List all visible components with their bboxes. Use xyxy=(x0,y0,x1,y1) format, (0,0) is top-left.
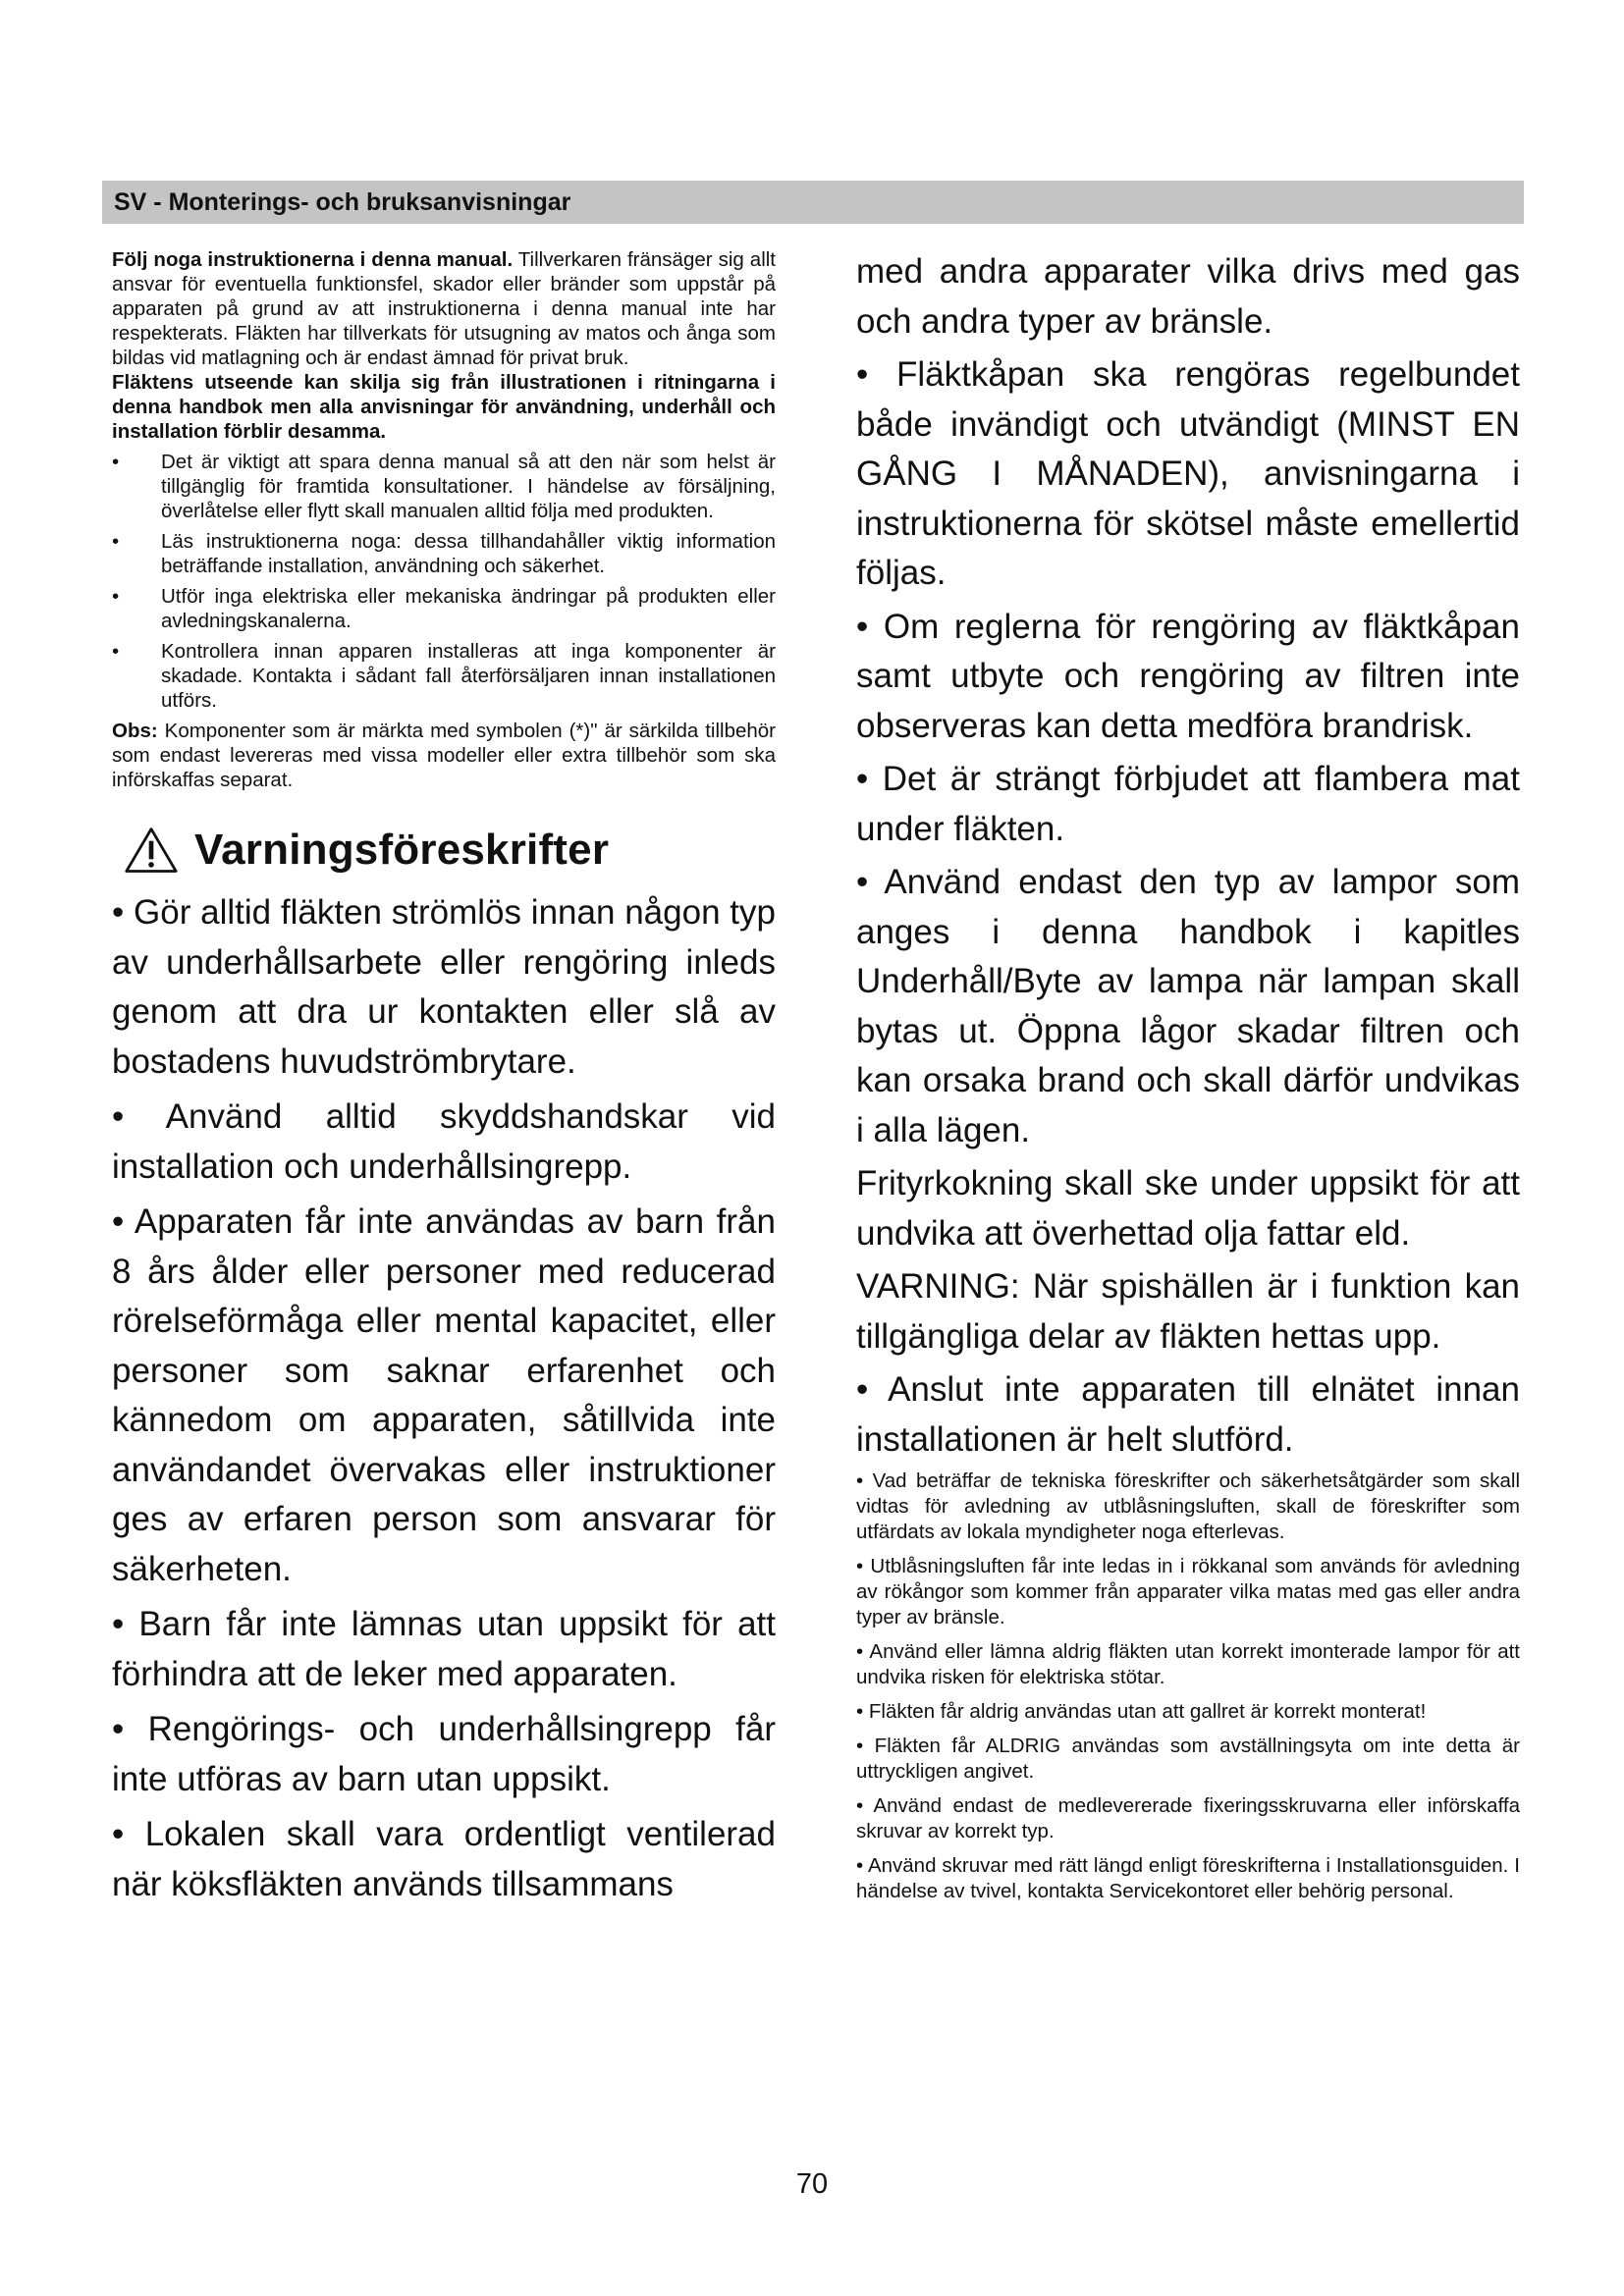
list-item-text: Utför inga elektriska eller mekaniska ändringar på produkten eller avledningskanalerna. xyxy=(161,585,776,632)
warnings-heading xyxy=(112,826,776,875)
warnings-title: Varningsföreskrifter xyxy=(194,826,610,874)
warning-paragraph: • Använd alltid skyddshandskar vid installation och underhållsingrepp. xyxy=(112,1097,776,1186)
page-number: 70 xyxy=(795,2168,829,2200)
warning-paragraph: VARNING: När spishällen är i funktion kan tillgängliga delar av fläkten hettas upp. xyxy=(856,1267,1520,1356)
warning-paragraph: • Anslut inte apparaten till elnätet innan installationen är helt slutförd. xyxy=(856,1370,1520,1459)
intro-bold: Följ noga instruktionerna i denna manual. xyxy=(112,248,514,271)
list-item-text: Läs instruktionerna noga: dessa tillhandahåller viktig information beträffande installation, användning och säkerhet. xyxy=(161,530,776,577)
bullet: • xyxy=(112,585,120,608)
right-column xyxy=(856,247,1520,1913)
warning-paragraph: Frityrkokning skall ske under uppsikt för att undvika att överhettad olja fattar eld. xyxy=(856,1164,1520,1253)
obs-label: Obs: xyxy=(112,720,158,742)
warning-paragraph: • Gör alltid fläkten strömlös innan någon typ av underhållsarbete eller rengöring inleds genom att dra ur kontakten eller slå av bostadens huvudströmbrytare. xyxy=(112,893,776,1081)
list-item xyxy=(112,639,776,713)
obs-text: Komponenter som är märkta med symbolen (*)" är särkilda tillbehör som endast levereras med vissa modeller eller extra tillbehör som ska införskaffas separat. xyxy=(112,720,776,791)
warning-paragraph: • Lokalen skall vara ordentligt ventilerad när köksfläkten används tillsammans xyxy=(112,1815,776,1903)
obs-note xyxy=(112,719,776,792)
small-warning-paragraph: • Fläkten får aldrig användas utan att gallret är korrekt monterat! xyxy=(856,1700,1427,1723)
warning-paragraph: • Om reglerna för rengöring av fläktkåpan samt utbyte och rengöring av filtren inte observeras kan detta medföra brandrisk. xyxy=(856,607,1520,745)
bullet: • xyxy=(112,530,120,553)
list-item xyxy=(112,529,776,578)
small-warning-paragraph: • Fläkten får ALDRIG användas som avställningsyta om inte detta är uttryckligen angivet. xyxy=(856,1735,1520,1783)
warning-paragraph: • Rengörings- och underhållsingrepp får inte utföras av barn utan uppsikt. xyxy=(112,1710,776,1798)
left-column xyxy=(112,247,776,1915)
list-item-text: Det är viktigt att spara denna manual så att den när som helst är tillgänglig för framtida konsultationer. I händelse av försäljning, överlåtelse eller flytt skall manualen alltid följa med produkten. xyxy=(161,451,776,522)
list-item xyxy=(112,584,776,633)
section-header: SV - Monterings- och bruksanvisningar xyxy=(102,181,1524,224)
warning-paragraph: • Fläktkåpan ska rengöras regelbundet både invändigt och utvändigt (MINST EN GÅNG I MÅNADEN), anvisningarna i instruktionerna för skötsel måste emellertid följas. xyxy=(856,355,1520,592)
warning-paragraph: • Apparaten får inte användas av barn från 8 års ålder eller personer med reducerad rörelseförmåga eller mental kapacitet, eller personer som saknar erfarenhet och kännedom om apparaten, såtillvida inte användandet övervakas eller instruktioner ges av erfaren person som ansvarar för säkerheten. xyxy=(112,1202,776,1588)
bullet: • xyxy=(112,451,120,473)
warning-paragraph: med andra apparater vilka drivs med gas och andra typer av bränsle. xyxy=(856,252,1520,341)
small-warning-paragraph: • Använd skruvar med rätt längd enligt föreskrifterna i Installationsguiden. I händelse av tvivel, kontakta Servicekontoret eller behörig personal. xyxy=(856,1854,1520,1902)
intro-bullet-list xyxy=(112,450,776,713)
small-warning-paragraph: • Utblåsningsluften får inte ledas in i rökkanal som används för avledning av rökångor som kommer från apparater vilka matas med gas eller andra typer av bränsle. xyxy=(856,1555,1520,1629)
warning-paragraph: • Det är strängt förbjudet att flambera mat under fläkten. xyxy=(856,760,1520,848)
small-warning-paragraph: • Vad beträffar de tekniska föreskrifter och säkerhetsåtgärder som skall vidtas för avledning av utblåsningsluften, skall de föreskrifter som utfärdats av lokala myndigheter noga efterlevas. xyxy=(856,1469,1520,1543)
warning-triangle-icon xyxy=(124,826,179,875)
small-warning-paragraph: • Använd endast de medlevererade fixeringsskruvarna eller införskaffa skruvar av korrekt typ. xyxy=(856,1794,1520,1842)
list-item xyxy=(112,450,776,523)
appearance-note: Fläktens utseende kan skilja sig från illustrationen i ritningarna i denna handbok men alla anvisningar för användning, underhåll och installation förblir desamma. xyxy=(112,371,776,443)
small-warning-paragraph: • Använd eller lämna aldrig fläkten utan korrekt imonterade lampor för att undvika risken för elektriska stötar. xyxy=(856,1640,1520,1688)
list-item-text: Kontrollera innan apparen installeras att inga komponenter är skadade. Kontakta i sådant fall återförsäljaren innan installationen utförs. xyxy=(161,640,776,712)
warning-paragraph: • Barn får inte lämnas utan uppsikt för att förhindra att de leker med apparaten. xyxy=(112,1605,776,1693)
intro-text: Tillverkaren fränsäger sig allt ansvar för eventuella funktionsfel, skador eller bränder som uppstår på apparaten på grund av att instruktionerna i denna manual inte har respekterats. Fläkten har tillverkats för utsugning av matos och ånga som bildas vid matlagning och är endast ämnad för privat bruk. xyxy=(112,248,776,369)
intro-paragraph xyxy=(112,247,776,370)
bullet: • xyxy=(112,640,120,663)
warning-paragraph: • Använd endast den typ av lampor som anges i denna handbok i kapitles Underhåll/Byte av lampa när lampan skall bytas ut. Öppna lågor skadar filtren och kan orsaka brand och skall därför undvikas i alla lägen. xyxy=(856,863,1520,1149)
